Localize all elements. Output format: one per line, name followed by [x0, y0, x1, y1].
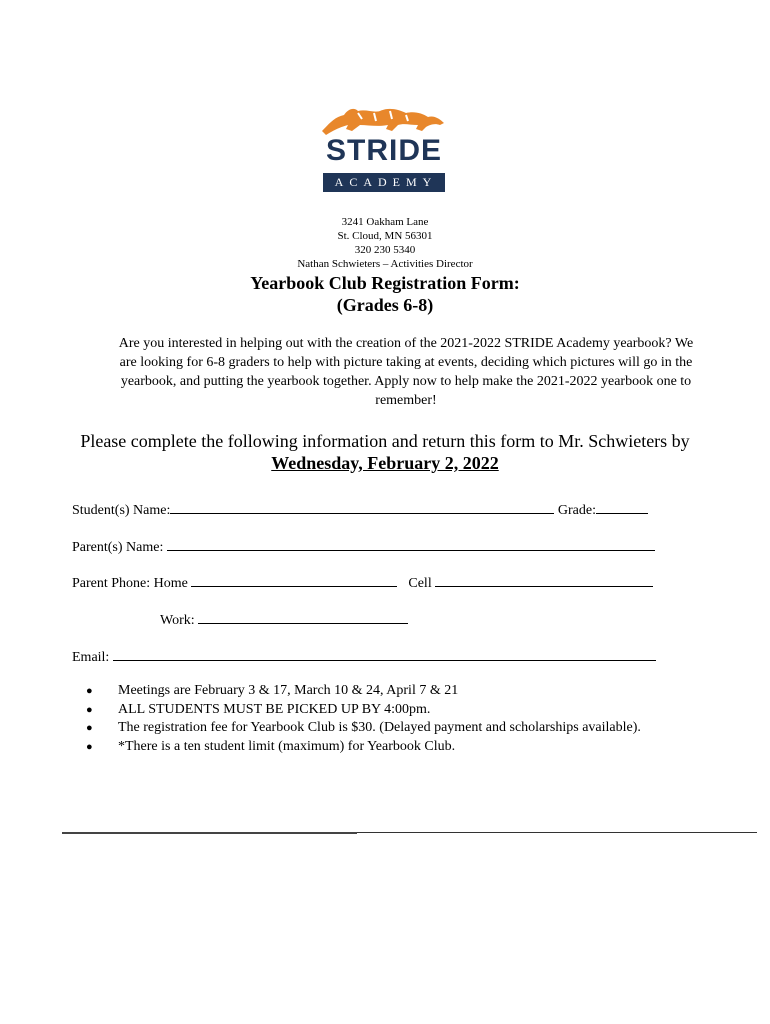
address-city: St. Cloud, MN 56301 — [337, 230, 433, 242]
address-street: 3241 Oakham Lane — [341, 216, 429, 228]
work-phone-row — [160, 609, 408, 630]
logo-wordmark: STRIDE — [325, 134, 442, 167]
stride-academy-logo — [318, 103, 450, 195]
logo-subtitle: ACADEMY — [334, 175, 438, 189]
email-label: Email: — [72, 650, 110, 665]
form-title-line1: Yearbook Club Registration Form: — [250, 273, 520, 293]
divider-line-thick — [62, 832, 357, 834]
form-title — [0, 272, 770, 316]
parent-phone-home-field[interactable] — [191, 572, 397, 587]
address-phone: 320 230 5340 — [354, 244, 416, 256]
info-bullets — [86, 682, 641, 756]
address-block — [0, 215, 770, 271]
parent-phone-home-label: Parent Phone: Home — [72, 576, 188, 591]
list-item: ● *There is a ten student limit (maximum) for Yearbook Club. — [86, 738, 641, 757]
work-label: Work: — [160, 613, 195, 628]
list-item: ● The registration fee for Yearbook Club is $30. (Delayed payment and scholarships available). — [86, 719, 641, 738]
instructions-text: Please complete the following information and return this form to Mr. Schwieters by — [80, 431, 690, 451]
address-contact: Nathan Schwieters – Activities Director — [297, 258, 473, 270]
parent-name-row — [72, 536, 655, 557]
work-phone-field[interactable] — [198, 609, 408, 624]
instructions — [0, 430, 770, 474]
parent-name-label: Parent(s) Name: — [72, 540, 164, 555]
intro-paragraph: Are you interested in helping out with the creation of the 2021-2022 STRIDE Academy yearbook? We are looking for 6-8 graders to help with picture taking at events, deciding which pictures will go in the yearbook, and putting the yearbook together. Apply now to help make the 2021-2022 yearbook one to remember! — [118, 336, 694, 408]
parent-name-field[interactable] — [167, 536, 655, 551]
cell-field[interactable] — [435, 572, 653, 587]
email-field[interactable] — [113, 646, 656, 661]
list-item: ● Meetings are February 3 & 17, March 10 & 24, April 7 & 21 — [86, 682, 641, 701]
deadline: Wednesday, February 2, 2022 — [271, 453, 499, 473]
email-row — [72, 646, 656, 667]
grade-label: Grade: — [557, 503, 596, 518]
student-name-field[interactable] — [170, 499, 554, 514]
grade-field[interactable] — [596, 499, 648, 514]
cell-label: Cell — [408, 576, 432, 591]
student-name-row — [72, 499, 648, 520]
student-name-label: Student(s) Name: — [72, 503, 171, 518]
list-item: ● ALL STUDENTS MUST BE PICKED UP BY 4:00pm. — [86, 701, 641, 720]
parent-phone-row — [72, 572, 653, 593]
form-title-line2: (Grades 6-8) — [336, 295, 434, 315]
